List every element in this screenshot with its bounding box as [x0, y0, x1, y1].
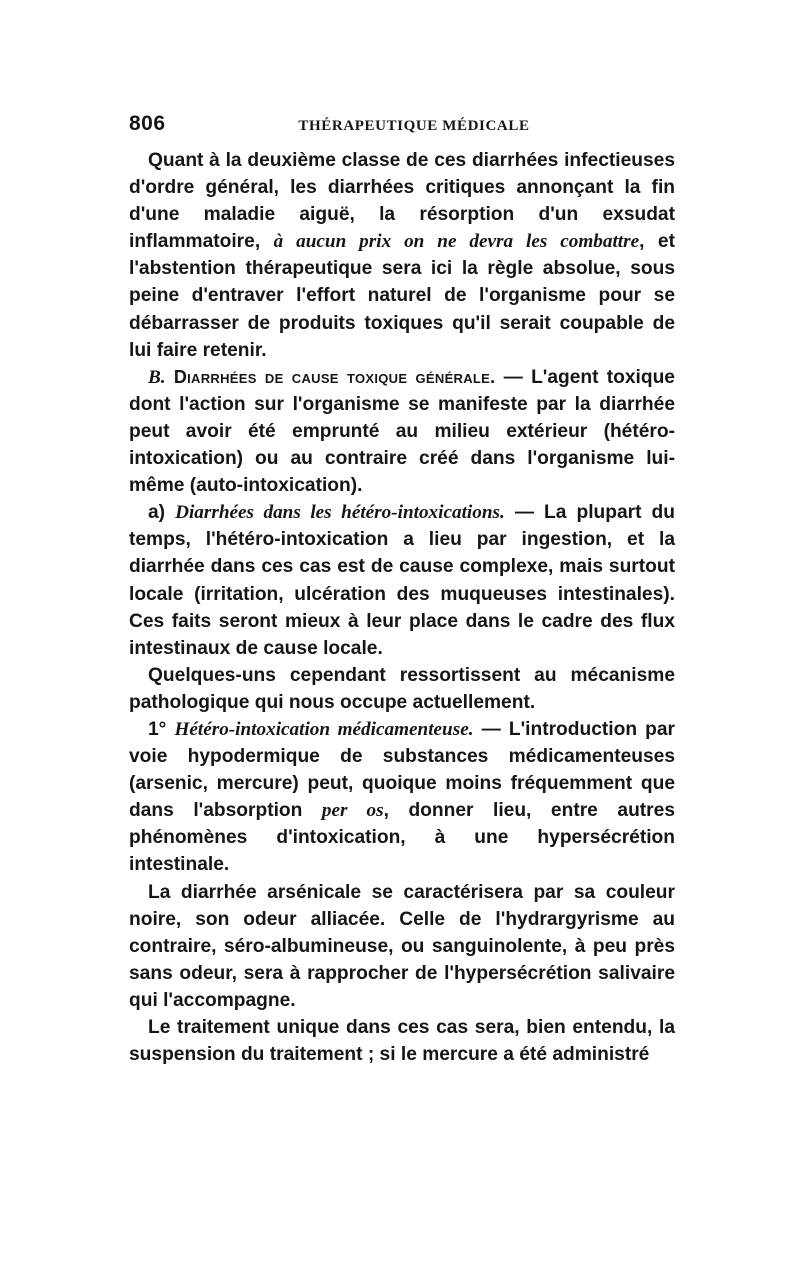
page-number: 806 — [129, 112, 166, 135]
paragraph-mechanism: Quelques-uns cependant ressortissent au mécanisme pathologique qui nous occupe actuellement. — [129, 664, 675, 713]
item-number: 1° — [148, 718, 175, 740]
paragraph-infectious-diarrhea: Quant à la deuxième classe de ces diarrhées infectieuses d'ordre général, les diarrhées critiques annonçant la fin d'une maladie aiguë, la résorption d'un exsudat inflammatoire, à aucun prix on ne devra les combattre, et l'abstention thérapeutique sera ici la règle absolue, sous peine d'entraver l'effort naturel de l'organisme pour se débarrasser de produits toxiques qu'il serait coupable de lui faire retenir. — [129, 150, 675, 361]
book-page — [129, 110, 675, 1068]
paragraph-treatment: Le traitement unique dans ces cas sera, bien entendu, la suspension du traitement ; si le mercure a été administré — [129, 1017, 675, 1066]
emphasis-text: à aucun prix on ne devra les combattre — [273, 231, 640, 253]
page-header — [129, 110, 675, 142]
item-heading: Hétéro-intoxication médicamenteuse. — [174, 718, 474, 740]
latin-term: per os — [321, 800, 384, 822]
paragraph-section-b: B. Diarrhées de cause toxique générale. — L'agent toxique dont l'action sur l'organisme se manifeste par la diarrhée peut avoir été emprunté au milieu extérieur (hétéro-intoxication) ou au contraire créé dans l'organisme lui-même (auto-intoxication). — [129, 366, 675, 497]
section-letter: B. — [148, 366, 166, 388]
paragraph-medicinal-intoxication: 1° Hétéro-intoxication médicamenteuse. — L'introduction par voie hypodermique de substances médicamenteuses (arsenic, mercure) peut, quoique moins fréquemment que dans l'absorption per os, donner lieu, entre autres phénomènes d'intoxication, à une hypersécrétion intestinale. — [129, 718, 675, 876]
body-text — [129, 147, 675, 1068]
paragraph-subsection-a: a) Diarrhées dans les hétéro-intoxications. — La plupart du temps, l'hétéro-intoxication a lieu par ingestion, et la diarrhée dans ces cas est de cause complexe, mais surtout locale (irritation, ulcération des muqueuses intestinales). Ces faits seront mieux à leur place dans le cadre des flux intestinaux de cause locale. — [129, 502, 675, 659]
subsection-label: a) — [148, 502, 176, 524]
subsection-heading: Diarrhées dans les hétéro-intoxications. — [175, 502, 505, 524]
paragraph-arsenical-diarrhea: La diarrhée arsénicale se caractérisera par sa couleur noire, son odeur alliacée. Celle de l'hydrargyrisme au contraire, séro-albumineuse, ou sanguinolente, à peu près sans odeur, sera à rapprocher de l'hypersécrétion salivaire qui l'accompagne. — [129, 881, 675, 1011]
section-heading: Diarrhées de cause toxique générale. — [173, 366, 496, 387]
running-title: THÉRAPEUTIQUE MÉDICALE — [298, 118, 530, 134]
